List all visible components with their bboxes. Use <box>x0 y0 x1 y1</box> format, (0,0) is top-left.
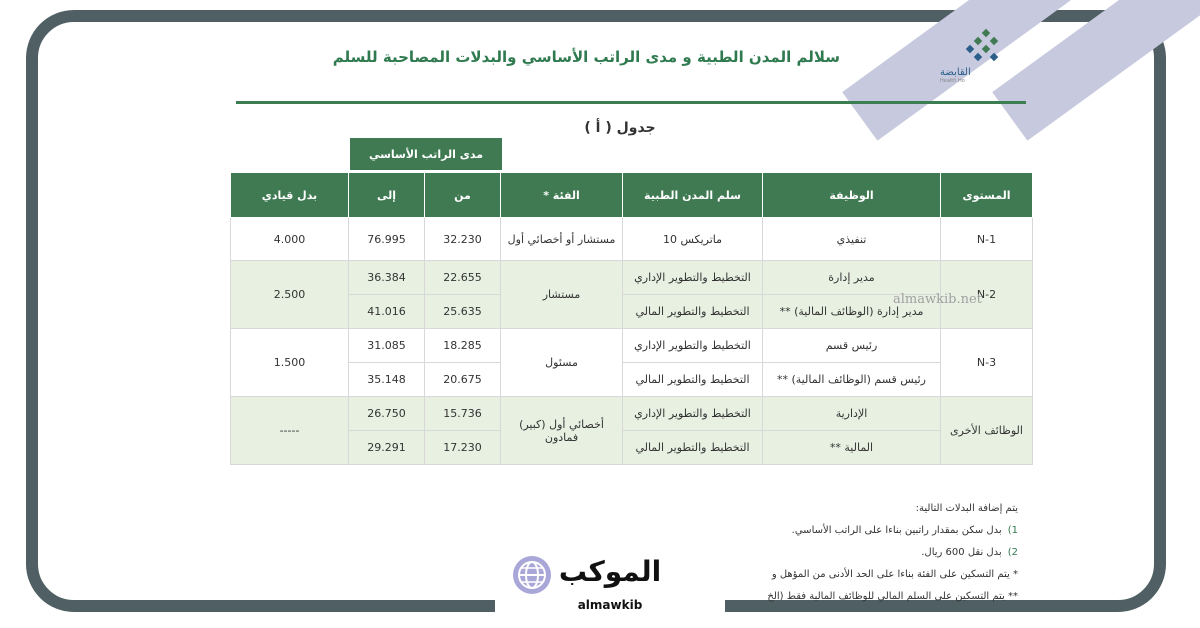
note-number: 2) <box>1007 547 1018 558</box>
cell-to: 31.085 <box>349 329 425 363</box>
note-number: 1) <box>1007 525 1018 536</box>
cell-scale: التخطيط والتطوير المالي <box>623 295 763 329</box>
cell-category: أخصائي أول (كبير) فمادون <box>501 397 623 465</box>
cell-level: الوظائف الأخرى <box>941 397 1033 465</box>
note-text: بدل نقل 600 ريال. <box>921 547 1002 558</box>
salary-range-header: مدى الراتب الأساسي <box>350 138 502 170</box>
company-logo-icon <box>935 28 1005 83</box>
cell-scale: التخطيط والتطوير المالي <box>623 363 763 397</box>
note-item <box>700 542 1018 564</box>
table-row <box>231 261 1033 295</box>
cell-allowance: 1.500 <box>231 329 349 397</box>
cell-allowance: 4.000 <box>231 218 349 261</box>
cell-scale: التخطيط والتطوير الإداري <box>623 397 763 431</box>
col-level: المستوى <box>941 173 1033 218</box>
col-from: من <box>425 173 501 218</box>
cell-from: 15.736 <box>425 397 501 431</box>
title-divider <box>236 101 1026 104</box>
brand-subtitle: almawkib <box>577 598 643 612</box>
cell-to: 76.995 <box>349 218 425 261</box>
cell-to: 29.291 <box>349 431 425 465</box>
col-allowance: بدل قيادي <box>231 173 349 218</box>
cell-level: N-3 <box>941 329 1033 397</box>
table-row <box>231 218 1033 261</box>
cell-level: N-1 <box>941 218 1033 261</box>
table-caption: جدول ( أ ) <box>584 120 656 136</box>
cell-category: مستشار <box>501 261 623 329</box>
notes-intro: يتم إضافة البدلات التالية: <box>915 503 1018 514</box>
cell-from: 25.635 <box>425 295 501 329</box>
globe-icon <box>512 555 552 595</box>
cell-job: رئيس قسم (الوظائف المالية) ** <box>763 363 941 397</box>
brand-name: الموكب <box>558 555 662 588</box>
cell-from: 17.230 <box>425 431 501 465</box>
note-text: بدل سكن بمقدار راتبين بناءا على الراتب الأساسي. <box>791 525 1002 536</box>
col-job: الوظيفة <box>763 173 941 218</box>
note-bullet: ** يتم التسكين على السلم المالي للوظائف المالية فقط (الخ <box>767 591 1018 602</box>
note-bullet: * يتم التسكين على الفئة بناءا على الحد الأدنى من المؤهل و <box>771 569 1018 580</box>
cell-allowance: 2.500 <box>231 261 349 329</box>
col-to: إلى <box>349 173 425 218</box>
cell-job: المالية ** <box>763 431 941 465</box>
cell-category: مستشار أو أخصائي أول <box>501 218 623 261</box>
cell-job: مدير إدارة <box>763 261 941 295</box>
cell-category: مسئول <box>501 329 623 397</box>
notes-section <box>700 498 1018 608</box>
table-row <box>231 363 1033 397</box>
cell-from: 22.655 <box>425 261 501 295</box>
logo-subtext: Health Ho <box>940 78 965 83</box>
cell-scale: التخطيط والتطوير الإداري <box>623 261 763 295</box>
salary-table <box>230 172 1033 465</box>
col-scale: سلم المدن الطبية <box>623 173 763 218</box>
page-title: سلالم المدن الطبية و مدى الراتب الأساسي والبدلات المصاحبة للسلم <box>332 48 840 66</box>
table-row <box>231 397 1033 431</box>
cell-scale: ماتريكس 10 <box>623 218 763 261</box>
cell-to: 35.148 <box>349 363 425 397</box>
cell-job: تنفيذي <box>763 218 941 261</box>
cell-to: 26.750 <box>349 397 425 431</box>
cell-from: 18.285 <box>425 329 501 363</box>
logo-text: القابضة <box>940 67 971 78</box>
cell-to: 36.384 <box>349 261 425 295</box>
cell-job: الإدارية <box>763 397 941 431</box>
table-row <box>231 431 1033 465</box>
cell-scale: التخطيط والتطوير الإداري <box>623 329 763 363</box>
table-row <box>231 329 1033 363</box>
watermark: almawkib.net <box>893 292 982 307</box>
cell-from: 32.230 <box>425 218 501 261</box>
cell-from: 20.675 <box>425 363 501 397</box>
col-category: الفئة * <box>501 173 623 218</box>
cell-job: رئيس قسم <box>763 329 941 363</box>
cell-allowance: ----- <box>231 397 349 465</box>
cell-level: N-2 <box>941 261 1033 329</box>
cell-to: 41.016 <box>349 295 425 329</box>
cell-job: مدير إدارة (الوظائف المالية) ** <box>763 295 941 329</box>
note-item <box>700 520 1018 542</box>
cell-scale: التخطيط والتطوير المالي <box>623 431 763 465</box>
table-header-row <box>231 173 1033 218</box>
